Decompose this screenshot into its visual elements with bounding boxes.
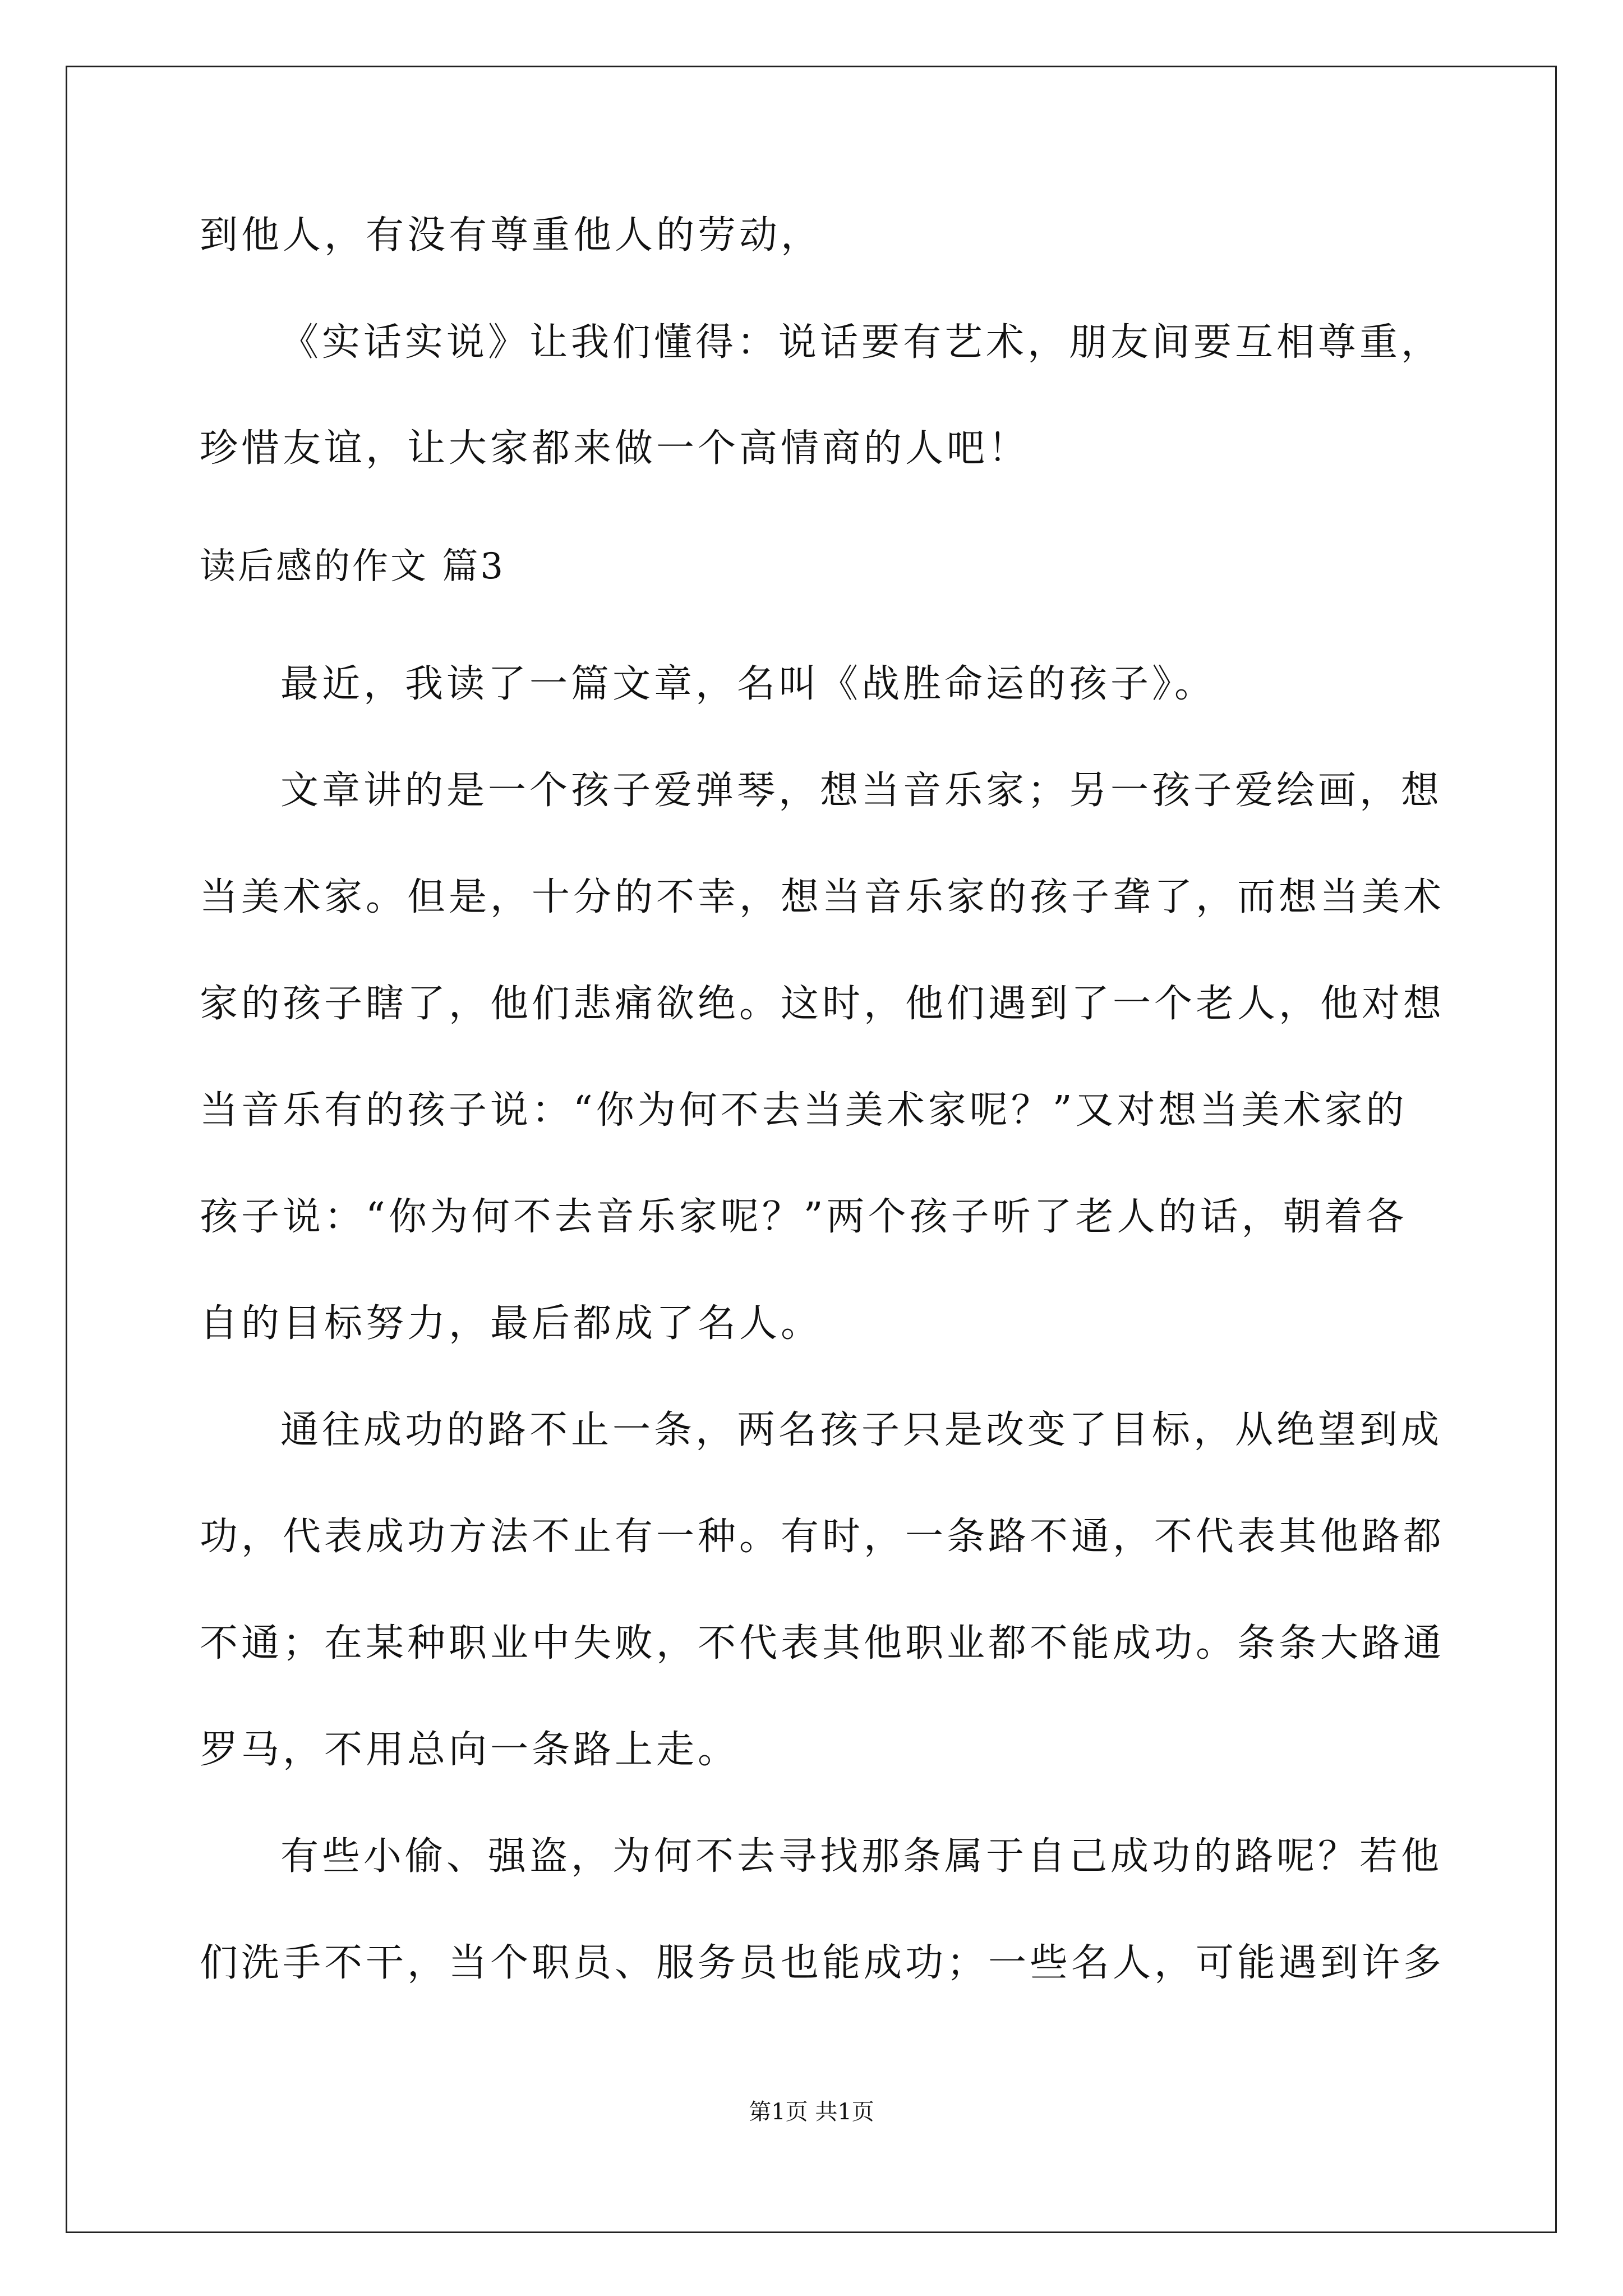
body-line-7: 当美术家。但是，十分的不幸，想当音乐家的孩子聋了，而想当美术	[200, 875, 1445, 919]
body-line-2: 《实话实说》让我们懂得：说话要有艺术，朋友间要互相尊重，	[280, 320, 1443, 365]
body-line-17: 们洗手不干，当个职员、服务员也能成功；一些名人，可能遇到许多	[200, 1941, 1445, 1985]
page-border	[66, 66, 1557, 2233]
body-line-15: 罗马，不用总向一条路上走。	[200, 1728, 740, 1772]
body-line-5: 最近，我读了一篇文章，名叫《战胜命运的孩子》。	[280, 662, 1216, 706]
body-line-1: 到他人，有没有尊重他人的劳动，	[200, 213, 823, 257]
body-line-6: 文章讲的是一个孩子爱弹琴，想当音乐家；另一孩子爱绘画，想	[280, 769, 1443, 813]
body-line-10: 孩子说：“你为何不去音乐家呢？”两个孩子听了老人的话，朝着各	[200, 1195, 1408, 1239]
body-line-12: 通往成功的路不止一条，两名孩子只是改变了目标，从绝望到成	[280, 1408, 1443, 1452]
body-line-16: 有些小偷、强盗，为何不去寻找那条属于自己成功的路呢？若他	[280, 1834, 1443, 1879]
body-line-3: 珍惜友谊，让大家都来做一个高情商的人吧！	[200, 426, 1030, 471]
body-line-14: 不通；在某种职业中失败，不代表其他职业都不能成功。条条大路通	[200, 1621, 1445, 1665]
body-line-13: 功，代表成功方法不止有一种。有时，一条路不通，不代表其他路都	[200, 1515, 1445, 1559]
section-heading: 读后感的作文 篇3	[200, 546, 506, 587]
body-line-11: 自的目标努力，最后都成了名人。	[200, 1301, 823, 1346]
body-line-8: 家的孩子瞎了，他们悲痛欲绝。这时，他们遇到了一个老人，他对想	[200, 982, 1445, 1026]
page-footer: 第1页 共1页	[749, 2099, 874, 2125]
body-line-9: 当音乐有的孩子说：“你为何不去当美术家呢？”又对想当美术家的	[200, 1088, 1408, 1133]
